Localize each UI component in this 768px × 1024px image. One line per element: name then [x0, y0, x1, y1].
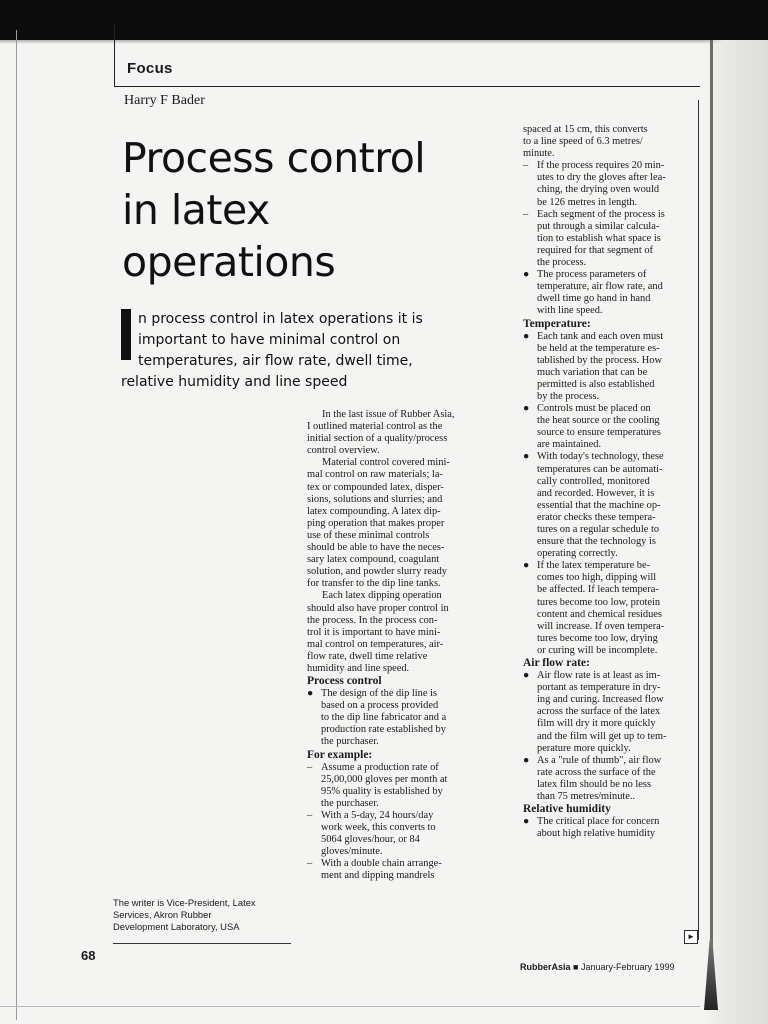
subheading-temperature: Temperature:	[523, 317, 591, 330]
list-item-line: erator checks these tempera-	[537, 511, 656, 523]
bullet-icon: ●	[523, 754, 530, 766]
footer-separator-icon: ■	[573, 962, 579, 972]
list-item-line: much variation that can be	[537, 366, 648, 378]
lead-line: n process control in latex operations it is	[138, 311, 423, 327]
paragraph-line: Each latex dipping operation	[322, 590, 442, 602]
paragraph-line: latex compounding. A latex dip-	[307, 505, 441, 517]
page-bottom-rule	[0, 1006, 700, 1007]
paragraph-line: should be able to have the neces-	[307, 542, 445, 554]
list-item-line: perature more quickly.	[537, 742, 631, 754]
list-item-line: the purchaser.	[321, 736, 379, 748]
list-item-line: The process parameters of	[537, 269, 647, 281]
paragraph-line: to a line speed of 6.3 metres/	[523, 136, 643, 148]
bullet-icon: ●	[523, 560, 530, 572]
paragraph-line: mal control on raw materials; la-	[307, 469, 443, 481]
list-item-line: If the latex temperature be-	[537, 560, 651, 572]
page-number: 68	[81, 948, 96, 963]
lead-line: important to have minimal control on	[138, 332, 401, 348]
list-item	[523, 403, 693, 451]
list-item-line: and the film will get up to tem-	[537, 730, 667, 742]
list-item	[523, 269, 693, 317]
list-item-line: the process.	[537, 257, 587, 269]
list-item	[523, 670, 693, 755]
paragraph-line: flow rate, dwell time relative	[307, 650, 428, 662]
list-item	[523, 560, 693, 657]
page-footer	[520, 962, 675, 972]
paragraph-line: initial section of a quality/process	[307, 433, 448, 445]
paragraph-line: minute.	[523, 148, 555, 160]
list-item-line: the heat source or the cooling	[537, 415, 660, 427]
dash-icon: –	[307, 809, 313, 821]
list-item-line: dwell time go hand in hand	[537, 293, 651, 305]
list-item-line: gloves/minute.	[321, 846, 383, 858]
list-item-line: essential that the machine op-	[537, 499, 661, 511]
bullet-icon: ●	[523, 403, 530, 415]
list-item-line: With today's technology, these	[537, 451, 664, 463]
list-item-line: ensure that the technology is	[537, 536, 656, 548]
bullet-icon: ●	[523, 269, 530, 281]
bullet-icon: ●	[523, 816, 530, 828]
paragraph-line: sary latex compound, coagulant	[307, 554, 440, 566]
list-item-line: required for that segment of	[537, 244, 653, 256]
list-item-line: 95% quality is established by	[321, 785, 443, 797]
list-item-line: be affected. If leach tempera-	[537, 584, 659, 596]
continued-arrow-icon: ►	[684, 930, 698, 944]
list-item-line: be held at the temperature es-	[537, 342, 660, 354]
list-item-line: are maintained.	[537, 439, 602, 451]
list-item-line: permitted is also established	[537, 378, 655, 390]
list-item-line: the purchaser.	[321, 797, 379, 809]
list-item-line: ment and dipping mandrels	[321, 870, 435, 882]
list-item-line: across the surface of the latex	[537, 706, 661, 718]
list-item-line: 25,00,000 gloves per month at	[321, 773, 448, 785]
dash-icon: –	[307, 858, 313, 870]
list-item	[307, 688, 487, 748]
list-item-line: ching, the drying oven would	[537, 184, 660, 196]
title-line: in latex	[122, 186, 270, 234]
list-item-line: Controls must be placed on	[537, 403, 651, 415]
writer-note-line: Services, Akron Rubber	[113, 909, 212, 920]
section-label: Focus	[127, 60, 173, 77]
list-item-line: temperatures can be automati-	[537, 463, 663, 475]
bullet-icon: ●	[523, 670, 530, 682]
page-spine-line	[710, 40, 713, 1010]
paragraph-line: tex or compounded latex, disper-	[307, 481, 444, 493]
list-item-line: tures become too low, drying	[537, 632, 658, 644]
list-item-line: tion to establish what space is	[537, 232, 661, 244]
list-item-line: will increase. If oven tempera-	[537, 620, 665, 632]
writer-note	[113, 897, 298, 933]
page-right-shadow	[704, 40, 768, 1024]
list-item-line: Each tank and each oven must	[537, 330, 664, 342]
scan-shadow	[0, 30, 768, 44]
list-item-line: Air flow rate is at least as im-	[537, 670, 661, 682]
list-item-line: tablished by the process. How	[537, 354, 662, 366]
paragraph-line: use of these minimal controls	[307, 529, 430, 541]
paragraph-line: trol it is important to have mini-	[307, 626, 441, 638]
paragraph-line: I outlined material control as the	[307, 421, 443, 433]
list-item-line: ing and curing. Increased flow	[537, 694, 664, 706]
frame-rule-right	[698, 100, 699, 940]
bullet-icon: ●	[523, 330, 530, 342]
list-item-line: based on a process provided	[321, 700, 439, 712]
list-item-line: tures become too low, protein	[537, 596, 661, 608]
list-item	[307, 761, 487, 810]
list-item	[307, 809, 487, 858]
list-item-line: film will dry it more quickly	[537, 718, 656, 730]
list-item-line: The critical place for concern	[537, 816, 660, 828]
list-item-line: temperature, air flow rate, and	[537, 281, 663, 293]
page-left-edge	[16, 30, 17, 1020]
lead-line: relative humidity and line speed	[121, 374, 348, 390]
list-item	[523, 816, 693, 840]
paragraph-line: for transfer to the dip line tanks.	[307, 578, 441, 590]
bullet-icon: ●	[523, 451, 530, 463]
frame-rule-horizontal	[114, 86, 700, 87]
list-item-line: utes to dry the gloves after lea-	[537, 172, 666, 184]
author-name: Harry F Bader	[124, 93, 205, 108]
writer-note-rule	[113, 943, 291, 944]
paragraph-line: the process. In the process con-	[307, 614, 438, 626]
list-item-line: be 126 metres in length.	[537, 196, 638, 208]
list-item-line: source to ensure temperatures	[537, 427, 661, 439]
title-line: operations	[122, 238, 336, 286]
list-item-line: to the dip line fabricator and a	[321, 712, 447, 724]
body-column-right	[523, 124, 693, 840]
paragraph-line: mal control on temperatures, air-	[307, 638, 444, 650]
list-item-line: than 75 metres/minute..	[537, 790, 636, 802]
footer-issue: January-February 1999	[580, 962, 675, 972]
list-item-line: and recorded. However, it is	[537, 487, 655, 499]
subheading-relative-humidity: Relative humidity	[523, 803, 611, 816]
paragraph-line: sions, solutions and slurries; and	[307, 493, 443, 505]
list-item-line: If the process requires 20 min-	[537, 160, 665, 172]
list-item-line: content and chemical residues	[537, 608, 662, 620]
list-item-line: cally controlled, monitored	[537, 475, 650, 487]
list-item-line: With a 5-day, 24 hours/day	[321, 809, 434, 821]
list-item-line: With a double chain arrange-	[321, 858, 442, 870]
writer-note-line: Development Laboratory, USA	[113, 921, 240, 932]
paragraph-line: solution, and powder slurry ready	[307, 566, 447, 578]
list-item-line: about high relative humidity	[537, 828, 656, 840]
list-item-line: As a "rule of thumb", air flow	[537, 754, 662, 766]
paragraph-line: spaced at 15 cm, this converts	[523, 124, 648, 135]
list-item-line: Assume a production rate of	[321, 761, 439, 773]
body-column-middle	[307, 409, 487, 882]
bullet-icon: ●	[307, 688, 314, 700]
list-item	[523, 160, 693, 208]
lead-line: temperatures, air flow rate, dwell time,	[138, 353, 413, 369]
dash-icon: –	[523, 208, 529, 220]
list-item-line: put through a similar calcula-	[537, 220, 660, 232]
subheading-process-control: Process control	[307, 675, 382, 688]
list-item	[307, 858, 487, 882]
list-item-line: portant as temperature in dry-	[537, 682, 661, 694]
dash-icon: –	[523, 160, 529, 172]
list-item-line: Each segment of the process is	[537, 208, 665, 220]
paragraph-line: Material control covered mini-	[322, 457, 450, 469]
lead-paragraph	[121, 309, 481, 393]
list-item-line: operating correctly.	[537, 548, 618, 560]
list-item	[523, 208, 693, 269]
list-item-line: work week, this converts to	[321, 822, 436, 833]
list-item-line: The design of the dip line is	[321, 688, 438, 700]
list-item-line: by the process.	[537, 390, 600, 402]
article-title	[122, 132, 502, 288]
paragraph-line: In the last issue of Rubber Asia,	[322, 409, 455, 420]
subheading-for-example: For example:	[307, 748, 373, 761]
list-item-line: with line speed.	[537, 305, 603, 317]
subheading-air-flow-rate: Air flow rate:	[523, 657, 590, 670]
title-line: Process control	[122, 134, 426, 182]
paragraph-line: control overview.	[307, 445, 380, 457]
list-item	[523, 451, 693, 560]
list-item-line: comes too high, dipping will	[537, 572, 657, 584]
paragraph-line: should also have proper control in	[307, 602, 449, 614]
list-item-line: or curing will be incomplete.	[537, 644, 658, 656]
writer-note-line: The writer is Vice-President, Latex	[113, 897, 256, 908]
paragraph-line: ping operation that makes proper	[307, 517, 445, 529]
list-item-line: tures on a regular schedule to	[537, 524, 660, 535]
list-item	[523, 330, 693, 404]
footer-brand: RubberAsia	[520, 962, 571, 972]
list-item-line: production rate established by	[321, 724, 446, 736]
dash-icon: –	[307, 761, 313, 773]
list-item-line: 5064 gloves/hour, or 84	[321, 834, 420, 846]
list-item	[523, 754, 693, 803]
list-item-line: latex film should be no less	[537, 778, 651, 790]
frame-rule-vertical	[114, 24, 115, 86]
list-item-line: rate across the surface of the	[537, 766, 656, 778]
paragraph-line: humidity and line speed.	[307, 662, 410, 674]
